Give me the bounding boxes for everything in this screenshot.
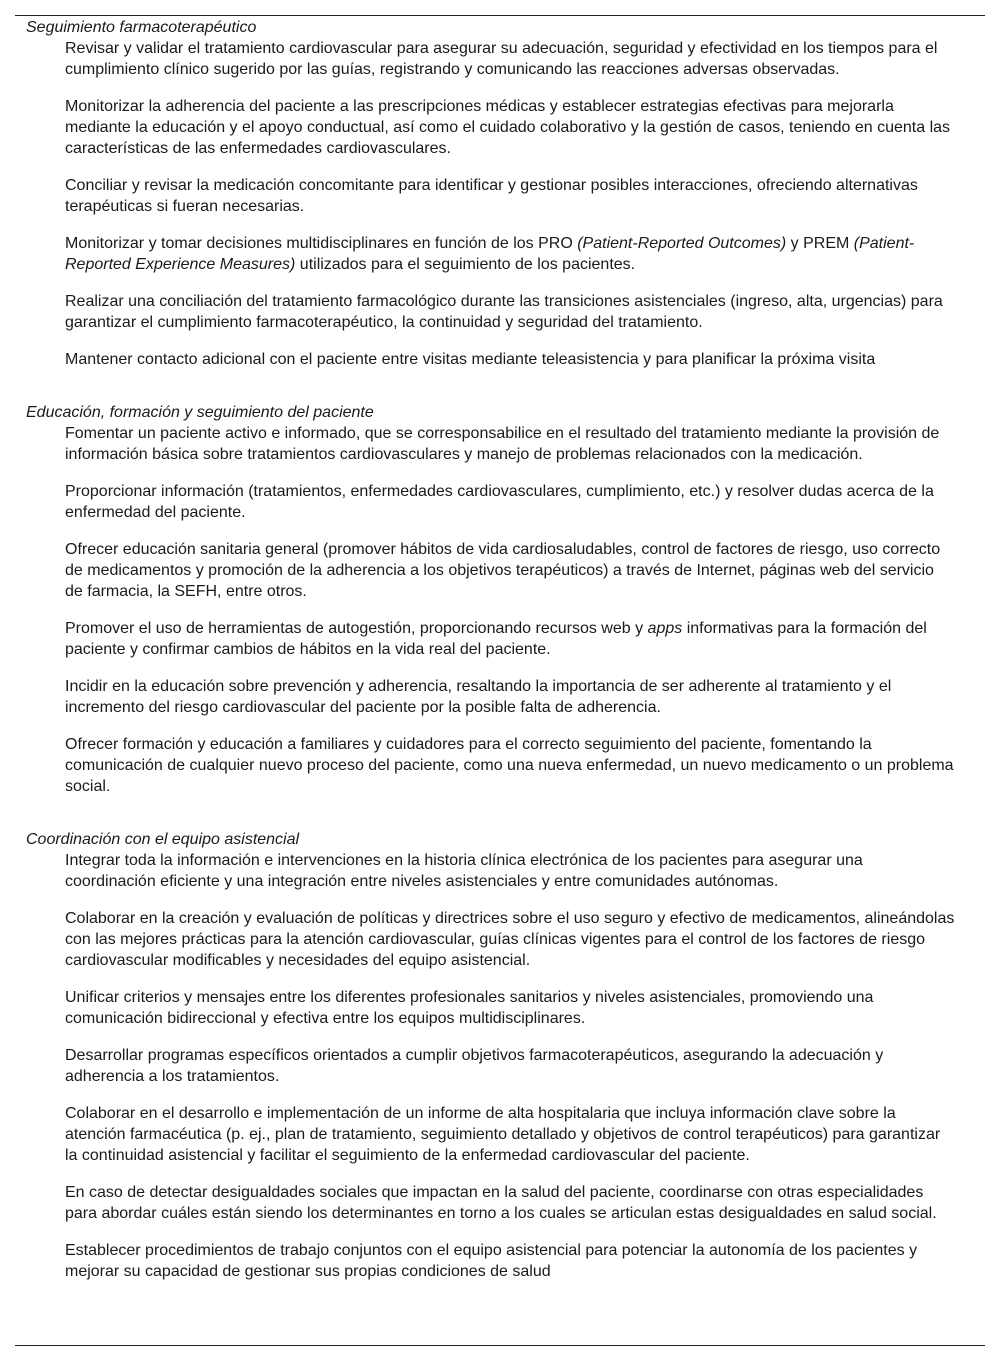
item-text: Promover el uso de herramientas de autogestión, proporcionando recursos web y	[65, 620, 648, 637]
item-text: Monitorizar y tomar decisiones multidisciplinares en función de los PRO	[65, 235, 578, 252]
section-coordinacion	[26, 829, 956, 1282]
section-title: Educación, formación y seguimiento del paciente	[26, 404, 374, 421]
item-list	[26, 850, 956, 1282]
list-item: Incidir en la educación sobre prevención y adherencia, resaltando la importancia de ser adherente al tratamiento y el incremento del riesgo cardiovascular del paciente por la posible falta de adherencia.	[65, 678, 892, 716]
list-item: Fomentar un paciente activo e informado, que se corresponsabilice en el resultado del tratamiento mediante la provisión de información básica sobre tratamientos cardiovasculares y manejo de problemas relacionados con la medicación.	[65, 425, 940, 463]
list-item: Conciliar y revisar la medicación concomitante para identificar y gestionar posibles interacciones, ofreciendo alternativas terapéuticas si fueran necesarias.	[65, 177, 918, 215]
list-item: Establecer procedimientos de trabajo conjuntos con el equipo asistencial para potenciar la autonomía de los pacientes y mejorar su capacidad de gestionar sus propias condiciones de salud	[65, 1242, 918, 1280]
item-italic: (Patient-Reported Outcomes)	[577, 235, 787, 252]
list-item: En caso de detectar desigualdades sociales que impactan en la salud del paciente, coordinarse con otras especialidades para abordar cuáles están siendo los determinantes en torno a los cuales se articulan estas desigualdades en salud social.	[65, 1184, 937, 1222]
list-item: Colaborar en el desarrollo e implementación de un informe de alta hospitalaria que incluya información clave sobre la atención farmacéutica (p. ej., plan de tratamiento, seguimiento detallado y objetivos de control terapéuticos) para garantizar la continuidad asistencial y facilitar el seguimiento de la enfermedad cardiovascular del paciente.	[65, 1105, 941, 1164]
list-item: Integrar toda la información e intervenciones en la historia clínica electrónica de los pacientes para asegurar una coordinación eficiente y una integración entre niveles asistenciales y entre comunidades autónomas.	[65, 852, 863, 890]
section-seguimiento	[26, 17, 956, 370]
top-rule	[15, 15, 985, 16]
list-item: Proporcionar información (tratamientos, enfermedades cardiovasculares, cumplimiento, etc.) y resolver dudas acerca de la enfermedad del paciente.	[65, 483, 934, 521]
item-text: utilizados para el seguimiento de los pacientes.	[295, 256, 636, 273]
list-item	[65, 233, 956, 275]
list-item: Monitorizar la adherencia del paciente a las prescripciones médicas y establecer estrategias efectivas para mejorarla mediante la educación y el apoyo conductual, así como el cuidado colaborativo y la gestión de casos, teniendo en cuenta las características de las enfermedades cardiovasculares.	[65, 98, 951, 157]
list-item: Ofrecer educación sanitaria general (promover hábitos de vida cardiosaludables, control de factores de riesgo, uso correcto de medicamentos y promoción de la adherencia a los objetivos terapéuticos) a través de Internet, páginas web del servicio de farmacia, la SEFH, entre otros.	[65, 541, 941, 600]
list-item	[65, 618, 956, 660]
list-item: Colaborar en la creación y evaluación de políticas y directrices sobre el uso seguro y efectivo de medicamentos, alineándolas con las mejores prácticas para la atención cardiovascular, guías clínicas vigentes para el control de los factores de riesgo cardiovascular modificables y necesidades del equipo asistencial.	[65, 910, 955, 969]
document-body	[26, 17, 956, 1282]
section-title: Seguimiento farmacoterapéutico	[26, 19, 257, 36]
bottom-rule	[15, 1345, 985, 1346]
list-item: Ofrecer formación y educación a familiares y cuidadores para el correcto seguimiento del paciente, fomentando la comunicación de cualquier nuevo proceso del paciente, como una nueva enfermedad, un nuevo medicamento o un problema social.	[65, 736, 954, 795]
list-item: Realizar una conciliación del tratamiento farmacológico durante las transiciones asistenciales (ingreso, alta, urgencias) para garantizar el cumplimiento farmacoterapéutico, la continuidad y seguridad del tratamiento.	[65, 293, 943, 331]
section-educacion	[26, 402, 956, 797]
section-title: Coordinación con el equipo asistencial	[26, 831, 300, 848]
item-text: y PREM	[786, 235, 854, 252]
item-list	[26, 38, 956, 370]
list-item: Revisar y validar el tratamiento cardiovascular para asegurar su adecuación, seguridad y efectividad en los tiempos para el cumplimiento clínico sugerido por las guías, registrando y comunicando las reacciones adversas observadas.	[65, 40, 938, 78]
list-item: Mantener contacto adicional con el paciente entre visitas mediante teleasistencia y para planificar la próxima visita	[65, 351, 876, 368]
list-item: Desarrollar programas específicos orientados a cumplir objetivos farmacoterapéuticos, asegurando la adecuación y adherencia a los tratamientos.	[65, 1047, 884, 1085]
list-item: Unificar criterios y mensajes entre los diferentes profesionales sanitarios y niveles asistenciales, promoviendo una comunicación bidireccional y efectiva entre los equipos multidisciplinares.	[65, 989, 874, 1027]
item-text: informativas para la formación del paciente y confirmar cambios de hábitos en la vida real del paciente.	[65, 620, 927, 658]
item-italic: apps	[647, 620, 683, 637]
item-italic: (Patient-Reported Experience Measures)	[65, 235, 915, 273]
item-list	[26, 423, 956, 797]
